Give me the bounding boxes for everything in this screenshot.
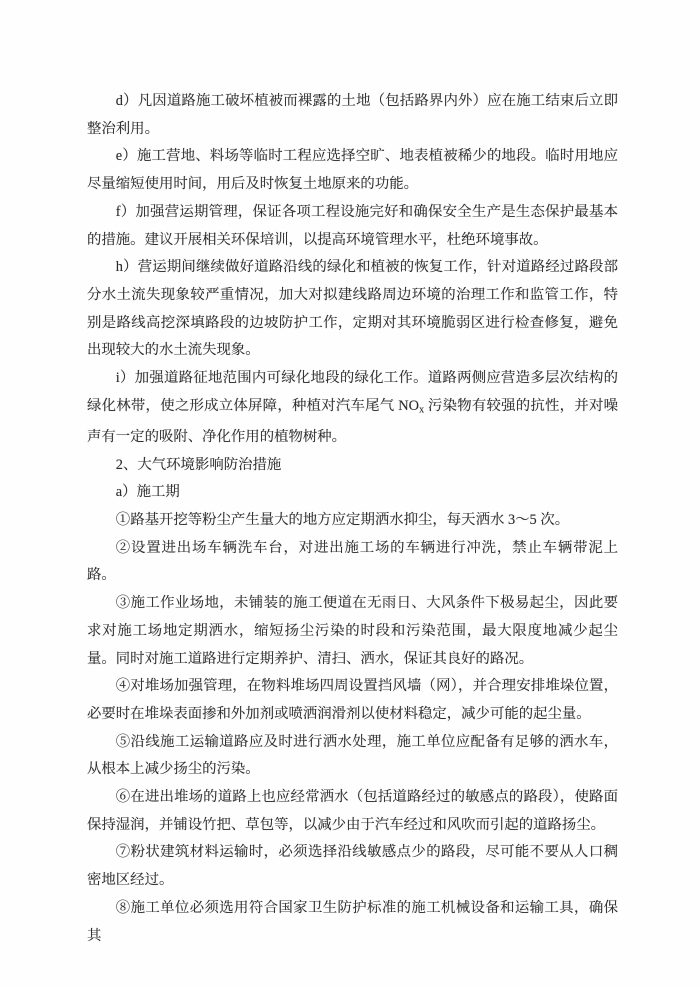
paragraph-item-6: ⑥在进出堆场的道路上也应经常洒水（包括道路经过的敏感点的路段），使路面保持湿润，并铺设竹把、草包等，以减少由于汽车经过和风吹而引起的道路扬尘。 xyxy=(87,789,618,833)
subsection-heading-construction-period: a）施工期 xyxy=(115,484,180,501)
paragraph-item-5: ⑤沿线施工运输道路应及时进行洒水处理，施工单位应配备有足够的洒水车，从根本上减少扬尘的污染。 xyxy=(87,733,618,778)
paragraph-item-7: ⑦粉状建筑材料运输时，必须选择沿线敏感点少的路段，尽可能不要从人口稠密地区经过。 xyxy=(87,844,618,889)
paragraph-i-text-after-nox: 污染物有较强的抗性，并对噪声有一定的吸附、净化作用的植物树种。 xyxy=(87,397,618,445)
document-text-block xyxy=(87,88,618,950)
paragraph-i xyxy=(87,365,618,452)
section-heading-air-environment: 2、大气环境影响防治措施 xyxy=(115,456,282,473)
paragraph-item-1: ①路基开挖等粉尘产生量大的地方应定期洒水抑尘，每天洒水 3～5 次。 xyxy=(115,512,570,529)
paragraph-e: e）施工营地、料场等临时工程应选择空旷、地表植被稀少的地段。临时用地应尽量缩短使用时间，用后及时恢复土地原来的功能。 xyxy=(87,148,618,193)
paragraph-h: h）营运期间继续做好道路沿线的绿化和植被的恢复工作，针对道路经过路段部分水土流失现象较严重情况，加大对拟建线路周边环境的治理工作和监管工作，特别是路线高挖深填路段的边坡防护工作，定期对其环境脆弱区进行检查修复，避免出现较大的水土流失现象。 xyxy=(87,259,618,359)
nox-subscript: x xyxy=(419,404,425,416)
paragraph-f: f）加强营运期管理，保证各项工程设施完好和确保安全生产是生态保护最基本的措施。建议开展相关环保培训，以提高环境管理水平，杜绝环境事故。 xyxy=(87,203,618,248)
paragraph-item-3: ③施工作业场地，未铺装的施工便道在无雨日、大风条件下极易起尘，因此要求对施工场地定期洒水，缩短扬尘污染的时段和污染范围，最大限度地减少起尘量。同时对施工道路进行定期养护、清扫、洒水，保证其良好的路况。 xyxy=(87,595,618,667)
paragraph-item-8: ⑧施工单位必须选用符合国家卫生防护标准的施工机械设备和运输工具，确保其 xyxy=(87,899,618,944)
paragraph-d: d）凡因道路施工破坏植被而裸露的土地（包括路界内外）应在施工结束后立即整治利用。 xyxy=(87,93,618,137)
paragraph-item-4: ④对堆场加强管理，在物料堆场四周设置挡风墙（网），并合理安排堆垛位置，必要时在堆垛表面掺和外加剂或喷洒润滑剂以使材料稳定，减少可能的起尘量。 xyxy=(87,678,618,722)
paragraph-i-text-before-nox: i）加强道路征地范围内可绿化地段的绿化工作。道路两侧应营造多层次结构的绿化林带，使之形成立体屏障，种植对汽车尾气 NO xyxy=(87,370,618,414)
paragraph-item-2: ②设置进出场车辆洗车台，对进出施工场的车辆进行冲洗，禁止车辆带泥上路。 xyxy=(87,539,618,584)
